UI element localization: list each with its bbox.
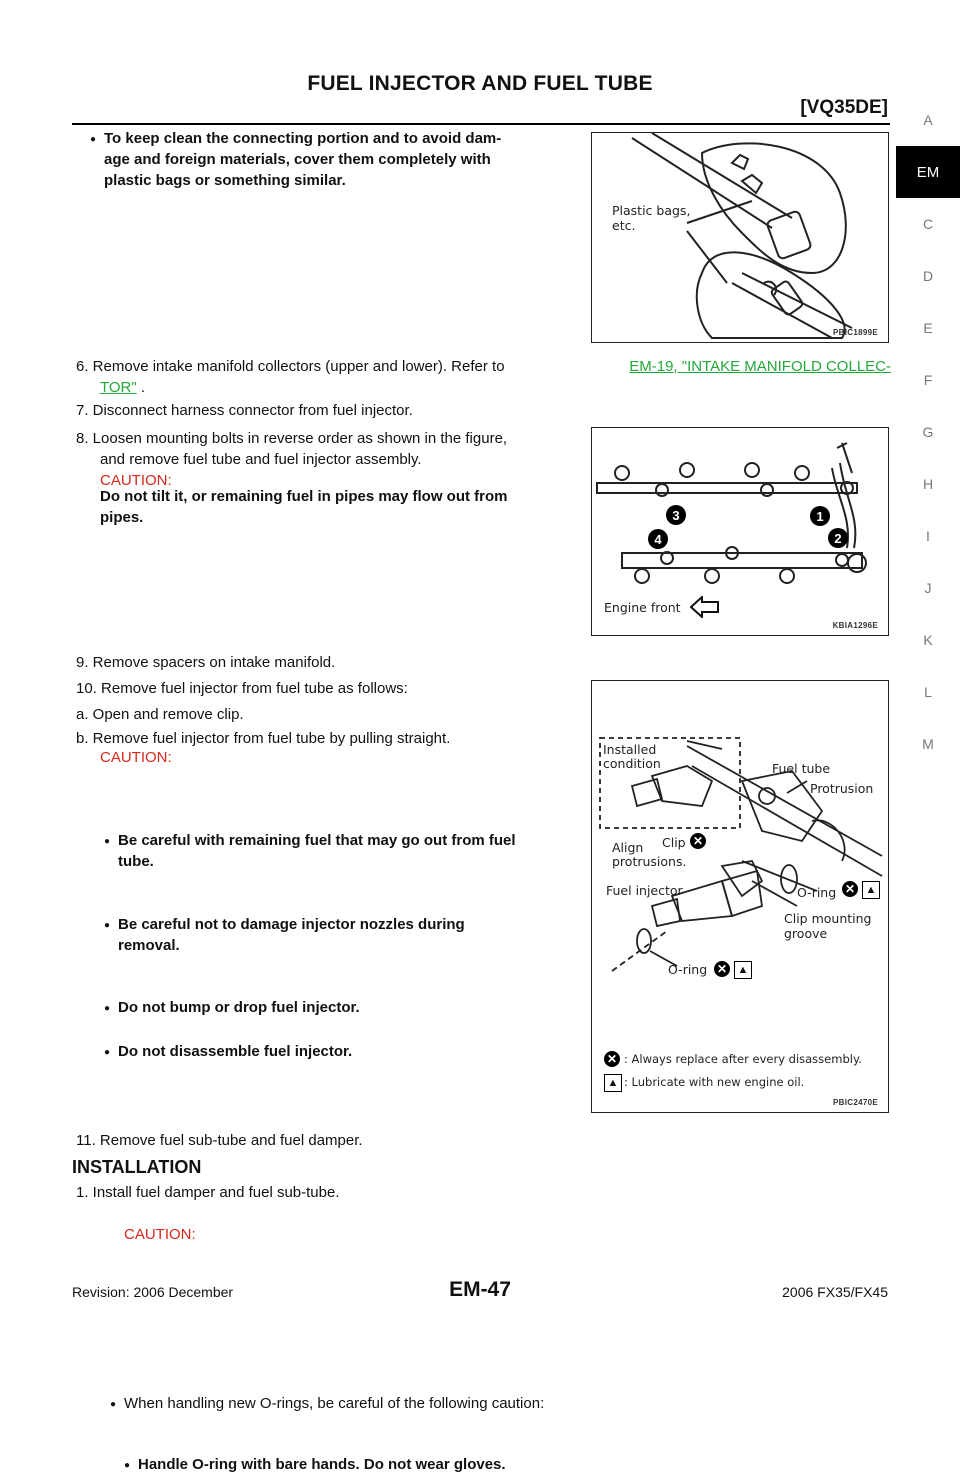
fig3-code: PBIC2470E <box>833 1098 878 1107</box>
tab-k[interactable]: K <box>923 632 933 648</box>
section-tabs <box>896 94 960 770</box>
step-11: 11. Remove fuel sub-tube and fuel damper. <box>76 1132 363 1149</box>
replace-icon: ✕ <box>842 881 858 897</box>
protrusion-label: Protrusion <box>810 781 874 796</box>
bolt-number-4: 4 <box>648 529 668 549</box>
footer-revision: Revision: 2006 December <box>72 1284 234 1300</box>
fig1-code: PBIC1899E <box>833 328 878 337</box>
footer-model: 2006 FX35/FX45 <box>782 1284 888 1300</box>
bolt-number-3: 3 <box>666 505 686 525</box>
tab-a[interactable]: A <box>923 112 933 128</box>
tab-i[interactable]: I <box>926 528 930 544</box>
installation-caution-label: CAUTION: <box>124 1226 196 1243</box>
tab-em[interactable]: EM <box>896 146 960 198</box>
engine-model: [VQ35DE] <box>800 97 888 118</box>
step-7: 7. Disconnect harness connector from fuel injector. <box>76 402 413 419</box>
figure-injector-removal <box>591 680 889 1113</box>
tab-d[interactable]: D <box>922 268 934 284</box>
oil-can-icon: ▲ <box>734 961 752 979</box>
tab-j[interactable]: J <box>924 580 932 596</box>
tab-h[interactable]: H <box>922 476 934 492</box>
replace-legend-icon: ✕ <box>604 1051 620 1067</box>
step-10b: b. Remove fuel injector from fuel tube by pulling straight. <box>76 730 451 747</box>
installation-heading: INSTALLATION <box>72 1157 202 1177</box>
step8-caution-label: CAUTION: <box>100 472 172 489</box>
fig2-code: KBIA1296E <box>832 621 878 630</box>
page-title: FUEL INJECTOR AND FUEL TUBE <box>307 72 653 95</box>
tab-c[interactable]: C <box>922 216 934 232</box>
caution-bullet-disassemble: ● Do not disassemble fuel injector. <box>118 1041 960 1062</box>
oring-label-1: O-ring <box>797 885 837 900</box>
installation-step-1: 1. Install fuel damper and fuel sub-tube. <box>76 1184 340 1201</box>
header-rule <box>72 123 890 125</box>
step8-caution-text: Do not tilt it, or remaining fuel in pipes may flow out from pipes. <box>100 488 508 526</box>
oil-can-icon: ▲ <box>862 881 880 899</box>
step-10a: a. Open and remove clip. <box>76 706 244 723</box>
step-10: 10. Remove fuel injector from fuel tube as follows: <box>76 680 408 697</box>
oil-legend-icon: ▲ <box>604 1074 622 1092</box>
caution-bullet-drop: ● Do not bump or drop fuel injector. <box>118 997 960 1018</box>
tab-l[interactable]: L <box>924 684 932 700</box>
fuel-tube-label: Fuel tube <box>772 761 831 776</box>
tab-g[interactable]: G <box>922 424 934 440</box>
bolt-number-2: 2 <box>828 528 848 548</box>
caution-bullet-remaining-fuel: ● Be careful with remaining fuel that may go out from fuel tube. <box>118 830 584 872</box>
clip-mounting-groove-label: Clip mounting groove <box>784 911 872 941</box>
step10-caution-label: CAUTION: <box>100 749 172 766</box>
step-9: 9. Remove spacers on intake manifold. <box>76 654 336 671</box>
legend-lubricate: : Lubricate with new engine oil. <box>624 1075 805 1089</box>
bolt-number-1: 1 <box>810 506 830 526</box>
engine-front-label: Engine front <box>604 600 681 615</box>
legend-replace: : Always replace after every disassembly. <box>624 1052 862 1066</box>
tab-m[interactable]: M <box>922 736 934 752</box>
engine-front-arrow-icon <box>690 596 720 618</box>
link-intake-manifold-collector[interactable]: EM-19, "INTAKE MANIFOLD COLLEC- <box>629 358 891 375</box>
installed-condition-label: Installed condition <box>603 742 661 771</box>
align-protrusions-label: Align protrusions. <box>612 840 687 869</box>
step-8: 8. Loosen mounting bolts in reverse order as shown in the figure, and remove fuel tube and fuel injector assembly. <box>76 430 508 468</box>
installation-caution-bullet: ● Handle O-ring with bare hands. Do not wear gloves. <box>138 1454 960 1475</box>
bullet-cover-connections: ● To keep clean the connecting portion and to avoid dam- age and foreign materials, cover them completely with plastic bags or something similar. <box>104 128 584 191</box>
figure-plastic-bags <box>591 132 889 343</box>
fig1-label: Plastic bags, etc. <box>612 203 691 233</box>
fuel-injector-label: Fuel injector <box>606 883 683 898</box>
figure-bolt-order <box>591 427 889 636</box>
step-6: 6. Remove intake manifold collectors (upper and lower). Refer to EM-19, "INTAKE MANIFOLD COLLEC- TOR" . <box>76 358 891 396</box>
installation-bullet-orings: ● When handling new O-rings, be careful of the following caution: <box>124 1393 960 1414</box>
page-number: EM-47 <box>449 1278 511 1301</box>
link-intake-manifold-collector-cont[interactable]: TOR" <box>100 379 137 396</box>
replace-icon: ✕ <box>690 833 706 849</box>
caution-bullet-nozzles: ● Be careful not to damage injector nozzles during removal. <box>118 914 584 956</box>
tab-e[interactable]: E <box>923 320 933 336</box>
replace-icon: ✕ <box>714 961 730 977</box>
plastic-bags-illustration <box>592 133 888 342</box>
oring-label-2: O-ring <box>668 962 708 977</box>
clip-label: Clip <box>662 835 686 850</box>
tab-f[interactable]: F <box>923 372 933 388</box>
